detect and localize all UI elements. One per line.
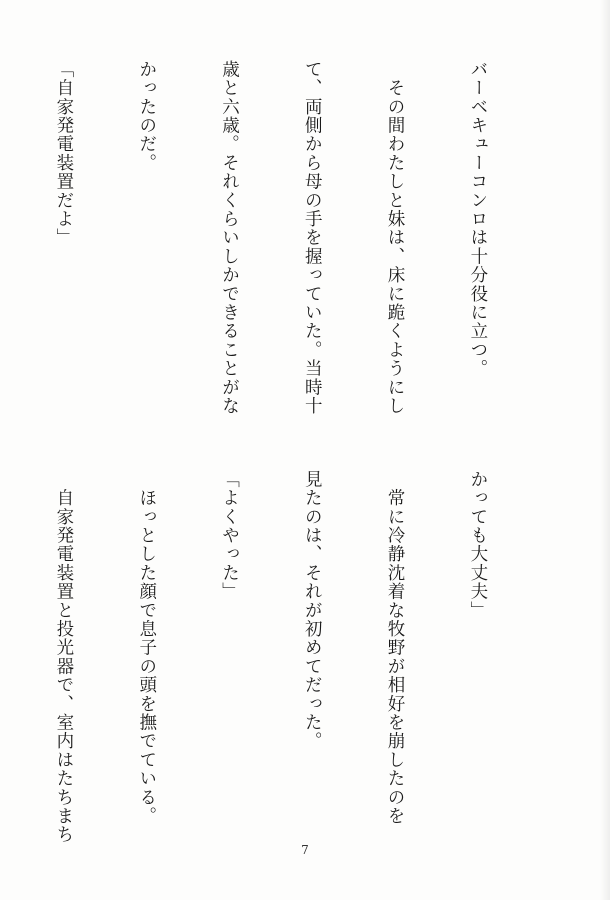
text-line: 自家発電装置と投光器で、室内はたちまち — [53, 470, 74, 844]
text-line: 常に冷静沈着な牧野が相好を崩したのを — [385, 470, 406, 826]
top-text-block — [53, 60, 546, 432]
text-line: 歳と六歳。それくらいしかできることがな — [219, 60, 240, 416]
text-line: 見たのは、それが初めてだった。 — [302, 470, 323, 751]
text-line: ほっとした顔で息子の頭を撫でている。 — [136, 470, 157, 826]
text-line: かったのだ。 — [136, 60, 157, 173]
text-line: かっても大丈夫」 — [467, 470, 488, 620]
text-line: 「自家発電装置だよ」 — [53, 60, 74, 247]
text-line: その間わたしと妹は、床に跪くようにし — [385, 60, 406, 416]
text-line: バーベキューコンロは十分役に立つ。 — [467, 60, 488, 378]
page-edge-shadow — [600, 0, 610, 900]
text-line: て、両側から母の手を握っていた。当時十 — [302, 60, 323, 416]
bottom-text-block — [53, 470, 546, 844]
text-line: 「よくやった」 — [219, 470, 240, 601]
page-number: 7 — [301, 843, 309, 857]
